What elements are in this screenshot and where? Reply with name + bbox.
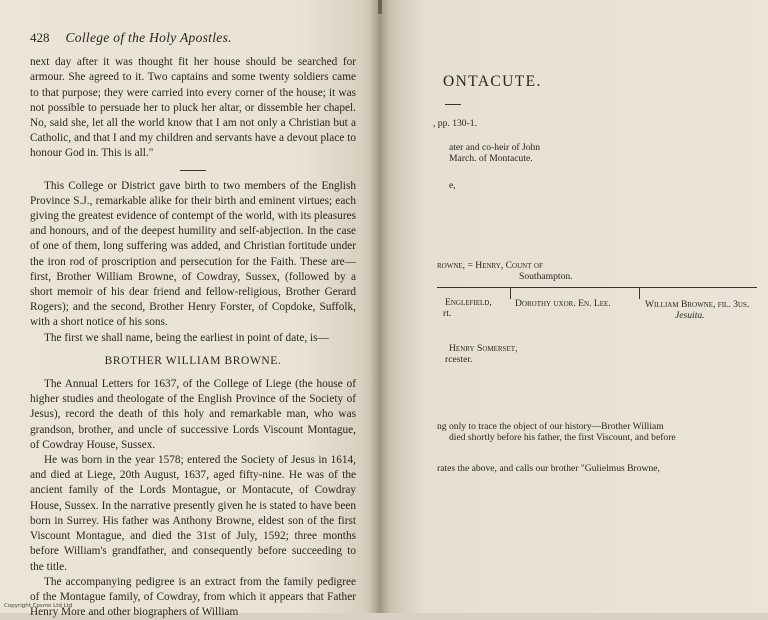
pedigree-text: ater and co-heir of John (449, 142, 541, 153)
ribbon-mark (378, 0, 382, 14)
pedigree-text: Southampton. (519, 271, 573, 282)
pedigree-text: Dorothy uxor. En. Lee. (515, 298, 611, 309)
pedigree-line (639, 287, 640, 299)
reference-text: , pp. 130-1. (433, 118, 477, 129)
pedigree-page (433, 0, 757, 613)
running-head-title: College of the Holy Apostles. (65, 30, 232, 45)
paragraph: He was born in the year 1578; entered the Society of Jesus in 1614, and died at Liege, 20th August, 1637, aged fifty-nine. He was of the ancient family of the Lords Montague, or Montacute, of Cowdray House, Sussex. In the narrative presently given he is stated to have been born in Surrey. His father was Anthony Browne, eldest son of the first Viscount Montague, and died the 31st of July, 1592; three months before William's grandfather, and consequently before succeeding to the title. (30, 454, 356, 573)
section-heading: BROTHER WILLIAM BROWNE. (104, 354, 282, 367)
paragraph: next day after it was thought fit her house should be searched for armour. She agreed to it. Two captains and some twenty soldiers came to that purpose; they were carried into every corner of the house; it was not possible to persuade her to pluck her altar, or dissemble her chapel. No, said she, let all the world know that I am not only a Christian but a Catholic, and that I and my children and servants have a devout place to honour God in. This is all." (30, 56, 356, 160)
paragraph: The first we shall name, being the earliest in point of date, is— (44, 331, 329, 344)
copyright-footer: Copyright Cosmo Ltd Ltd (4, 603, 73, 609)
body-text: died shortly before his father, the first Viscount, and before (449, 432, 676, 443)
pedigree-text: March. of Montacute. (449, 153, 533, 164)
book-gutter (370, 0, 390, 613)
short-rule (445, 104, 461, 105)
paragraph: The Annual Letters for 1637, of the College of Liege (the house of higher studies and theologate of the English Province of the Society of Jesus), record the death of this holy and remarkable man, who was grandson, brother, and uncle of successive Lords Viscount Montague, of Cowdray House, Sussex. (30, 378, 356, 451)
paragraph: This College or District gave birth to two members of the English Province S.J., remarkable alike for their birth and eminent virtues; each giving the greatest evidence of contempt of the world, with its pleasures and honours, and of the deepest humility and self-abjection. In the case of one of them, long suffering was added, and Christian fortitude under the iron rod of proscription and persecution for the Faith. These are—first, Brother William Browne, of Cowdray, Sussex, (followed by a short memoir of his dear friend and fellow-religious, Brother Gerard Rogers); and the second, Brother Henry Forster, of Copdoke, Suffolk, with a short notice of his sons. (30, 179, 356, 329)
pedigree-text: rt. (443, 308, 452, 319)
left-page-text (30, 30, 356, 620)
body-text: rates the above, and calls our brother "Gulielmus Browne, (437, 463, 660, 474)
pedigree-text: William Browne, fil. 3us. (645, 299, 750, 310)
pedigree-rule (437, 287, 757, 288)
body-text: ng only to trace the object of our history—Brother William (437, 421, 664, 432)
pedigree-line (510, 287, 511, 299)
page-number: 428 (30, 30, 50, 45)
pedigree-title: ONTACUTE. (443, 73, 542, 90)
pedigree-text: Jesuita. (675, 310, 705, 321)
running-head (30, 30, 356, 45)
pedigree-text: e, (449, 180, 456, 191)
paragraph: The accompanying pedigree is an extract from the family pedigree of the Montague family, of Cowdray, from which it appears that Father Henry More and other biographers of William (30, 575, 356, 619)
pedigree-text: Henry Somerset, (449, 343, 518, 354)
pedigree-text: rcester. (445, 354, 473, 365)
pedigree-text: Englefield, (445, 297, 492, 308)
separator-rule (180, 170, 206, 171)
pedigree-text: rowne, = Henry, Count of (437, 260, 543, 271)
